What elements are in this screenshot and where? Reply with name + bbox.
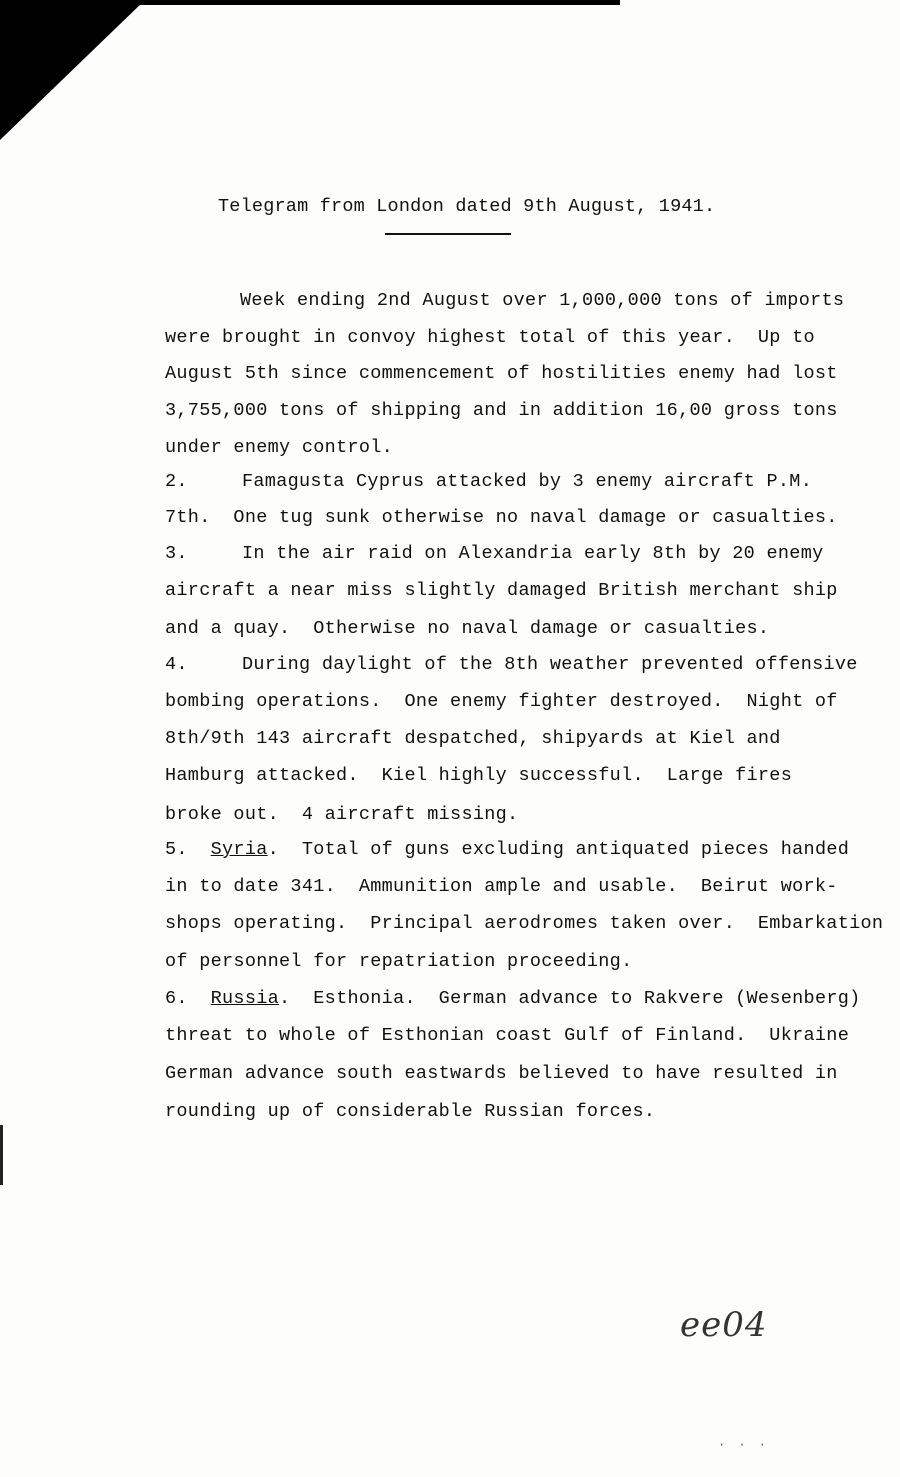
paragraph-3-line (165, 543, 824, 564)
paragraph-6-line: threat to whole of Esthonian coast Gulf of Finland. Ukraine (165, 1025, 850, 1046)
paragraph-6-line: German advance south eastwards believed to have resulted in (165, 1063, 838, 1084)
paragraph-3-line: and a quay. Otherwise no naval damage or casualties. (165, 618, 770, 639)
intro-line: 3,755,000 tons of shipping and in addition 16,00 gross tons (165, 400, 838, 421)
paragraph-5-line: in to date 341. Ammunition ample and usable. Beirut work- (165, 876, 838, 897)
section-heading-russia: Russia (210, 988, 280, 1009)
paragraph-6-line: 6. Russia. Esthonia. German advance to Rakvere (Wesenberg) (165, 988, 861, 1009)
paragraph-number: 5. (165, 839, 188, 860)
title-underline (385, 233, 511, 235)
paragraph-5-line: shops operating. Principal aerodromes taken over. Embarkation (165, 913, 884, 934)
paragraph-2-line: 7th. One tug sunk otherwise no naval damage or casualties. (165, 507, 838, 528)
paragraph-4-line: broke out. 4 aircraft missing. (165, 804, 519, 825)
section-heading-syria: Syria (210, 839, 268, 860)
paragraph-number: 6. (165, 988, 188, 1009)
paragraph-4-line: 8th/9th 143 aircraft despatched, shipyards at Kiel and (165, 728, 781, 749)
scan-edge-left (0, 1125, 3, 1185)
paragraph-5-line: 5. Syria. Total of guns excluding antiquated pieces handed (165, 839, 850, 860)
intro-line: were brought in convoy highest total of this year. Up to (165, 327, 815, 348)
paragraph-text: Total of guns excluding antiquated pieces handed (301, 839, 850, 860)
paragraph-4-line: Hamburg attacked. Kiel highly successful. Large fires (165, 765, 793, 786)
paragraph-text: Esthonia. German advance to Rakvere (Wesenberg) (313, 988, 861, 1009)
paragraph-number: 2. (165, 471, 188, 492)
paragraph-text: During daylight of the 8th weather prevented offensive (242, 654, 858, 675)
folded-corner (0, 0, 145, 140)
scan-specks: · · · (718, 1438, 770, 1452)
paragraph-text: Famagusta Cyprus attacked by 3 enemy aircraft P.M. (242, 471, 813, 492)
document-title: Telegram from London dated 9th August, 1941. (218, 196, 716, 217)
paragraph-4-line (165, 654, 858, 675)
intro-line: under enemy control. (165, 437, 394, 458)
paragraph-3-line: aircraft a near miss slightly damaged British merchant ship (165, 580, 838, 601)
paragraph-number: 4. (165, 654, 188, 675)
intro-line: Week ending 2nd August over 1,000,000 tons of imports (240, 290, 845, 311)
paragraph-4-line: bombing operations. One enemy fighter destroyed. Night of (165, 691, 838, 712)
handwritten-archive-mark: ee04 (680, 1305, 768, 1345)
scan-edge-top (140, 0, 620, 5)
paragraph-6-line: rounding up of considerable Russian forces. (165, 1101, 656, 1122)
intro-line: August 5th since commencement of hostilities enemy had lost (165, 363, 838, 384)
paragraph-text: In the air raid on Alexandria early 8th by 20 enemy (242, 543, 824, 564)
paragraph-number: 3. (165, 543, 188, 564)
paragraph-5-line: of personnel for repatriation proceeding. (165, 951, 633, 972)
paragraph-2-line (165, 471, 812, 492)
